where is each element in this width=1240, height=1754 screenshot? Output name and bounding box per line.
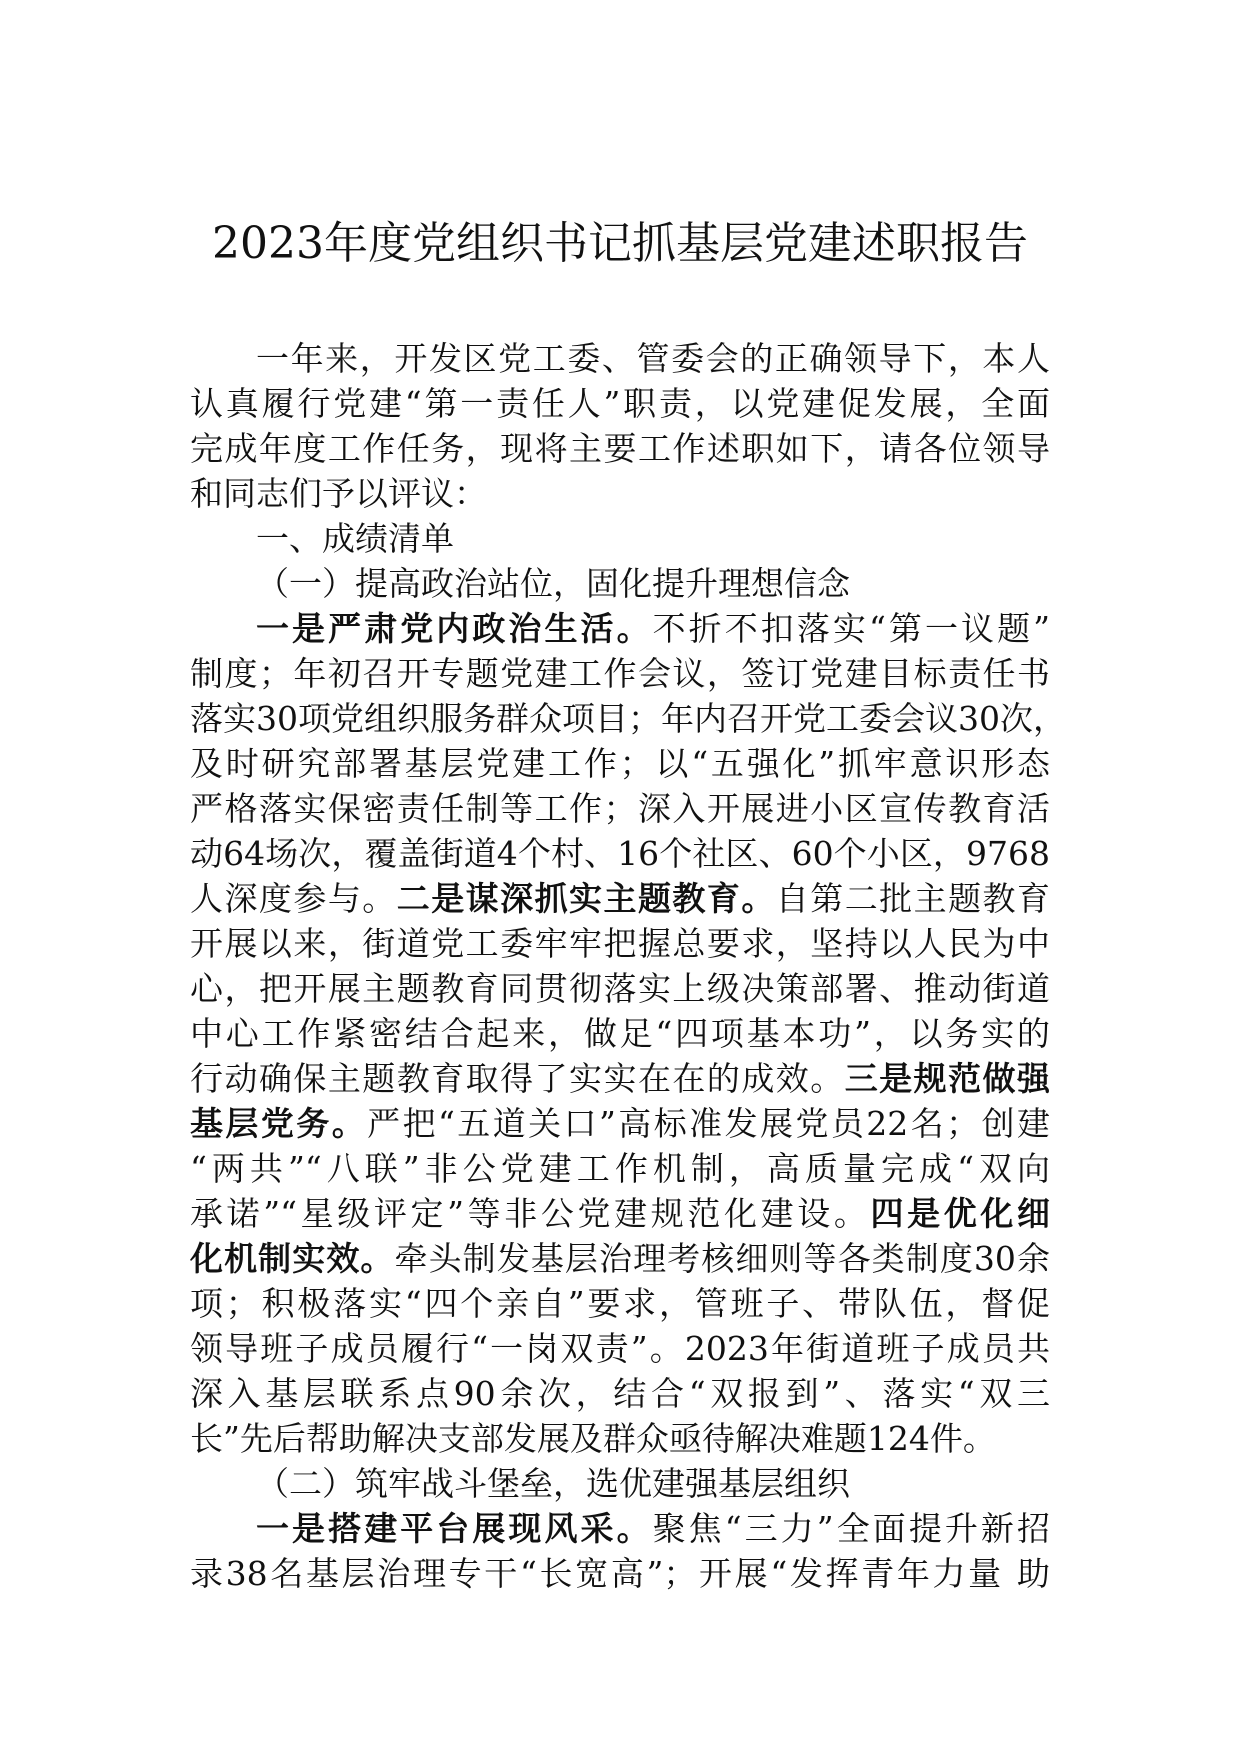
text-line: [190, 1371, 1050, 1416]
text-line: [190, 921, 1050, 966]
text-line: [190, 606, 1050, 651]
text-line: [190, 651, 1050, 696]
text-line: [190, 1506, 1050, 1551]
body-text: 录38名基层治理专干“长宽高”；开展“发挥青年力量 助: [190, 1554, 1050, 1593]
document-body: [190, 336, 1066, 1596]
text-line: [190, 1146, 1050, 1191]
text-line: [190, 1551, 1050, 1596]
body-text: 动64场次，覆盖街道4个村、16个社区、60个小区，9768: [190, 834, 1050, 873]
body-text: 不折不扣落实“第一议题”: [652, 609, 1050, 648]
text-line: [190, 741, 1050, 786]
text-line: [190, 1326, 1050, 1371]
body-text: （二）筑牢战斗堡垒，选优建强基层组织: [256, 1464, 850, 1503]
body-text: 自第二批主题教育: [775, 879, 1051, 918]
text-line: [190, 876, 1050, 921]
text-line: [190, 381, 1050, 426]
body-text: 严格落实保密责任制等工作；深入开展进小区宣传教育活: [190, 789, 1050, 828]
bold-heading-text: 四是优化细: [870, 1194, 1050, 1233]
body-text: 认真履行党建“第一责任人”职责，以党建促发展，全面: [190, 384, 1050, 423]
document-title: 2023年度党组织书记抓基层党建述职报告: [212, 218, 1028, 269]
body-text: （一）提高政治站位，固化提升理想信念: [256, 564, 850, 603]
body-text: “两共”“八联”非公党建工作机制，高质量完成“双向: [190, 1149, 1050, 1188]
body-text: 深入基层联系点90余次，结合“双报到”、落实“双三: [190, 1374, 1050, 1413]
body-text: 人深度参与。: [190, 879, 397, 918]
text-line: [190, 1056, 1050, 1101]
body-text: 项；积极落实“四个亲自”要求，管班子、带队伍，督促: [190, 1284, 1050, 1323]
bold-heading-text: 一是严肃党内政治生活。: [256, 609, 653, 648]
bold-heading-text: 二是谋深抓实主题教育。: [396, 879, 776, 918]
text-line: [190, 1461, 1050, 1506]
body-text: 行动确保主题教育取得了实实在在的成效。: [190, 1059, 845, 1098]
body-text: 心，把开展主题教育同贯彻落实上级决策部署、推动街道: [190, 969, 1050, 1008]
body-text: 严把“五道关口”高标准发展党员22名；创建: [367, 1104, 1050, 1143]
body-text: 制度；年初召开专题党建工作会议，签订党建目标责任书: [190, 654, 1050, 693]
text-line: [190, 1101, 1050, 1146]
body-text: 聚焦“三力”全面提升新招: [652, 1509, 1050, 1548]
body-text: 及时研究部署基层党建工作；以“五强化”抓牢意识形态: [190, 744, 1050, 783]
body-text: 承诺”“星级评定”等非公党建规范化建设。: [190, 1194, 871, 1233]
text-line: [190, 516, 1050, 561]
text-line: [190, 966, 1050, 1011]
bold-heading-text: 基层党务。: [190, 1104, 368, 1143]
body-text: 一年来，开发区党工委、管委会的正确领导下，本人: [256, 339, 1050, 378]
text-line: [190, 1236, 1050, 1281]
text-line: [190, 1191, 1050, 1236]
body-text: 中心工作紧密结合起来，做足“四项基本功”，以务实的: [190, 1014, 1050, 1053]
body-text: 完成年度工作任务，现将主要工作述职如下，请各位领导: [190, 429, 1050, 468]
body-text: 和同志们予以评议：: [190, 474, 487, 513]
text-line: [190, 1011, 1050, 1056]
body-text: 牵头制发基层治理考核细则等各类制度30余: [394, 1239, 1050, 1278]
text-line: [190, 1416, 1050, 1461]
text-line: [190, 786, 1050, 831]
text-line: [190, 831, 1050, 876]
text-line: [190, 471, 1050, 516]
body-text: 开展以来，街道党工委牢牢把握总要求，坚持以人民为中: [190, 924, 1050, 963]
bold-heading-text: 一是搭建平台展现风采。: [256, 1509, 653, 1548]
body-text: 领导班子成员履行“一岗双责”。2023年街道班子成员共: [190, 1329, 1050, 1368]
text-line: [190, 696, 1066, 741]
body-text: 落实30项党组织服务群众项目；年内召开党工委会议30次，: [190, 699, 1066, 738]
text-line: [190, 561, 1050, 606]
bold-heading-text: 化机制实效。: [190, 1239, 395, 1278]
text-line: [190, 1281, 1050, 1326]
bold-heading-text: 三是规范做强: [844, 1059, 1051, 1098]
body-text: 长”先后帮助解决支部发展及群众亟待解决难题124件。: [190, 1419, 996, 1458]
body-text: 一、成绩清单: [256, 519, 454, 558]
text-line: [190, 336, 1050, 381]
text-line: [190, 426, 1050, 471]
